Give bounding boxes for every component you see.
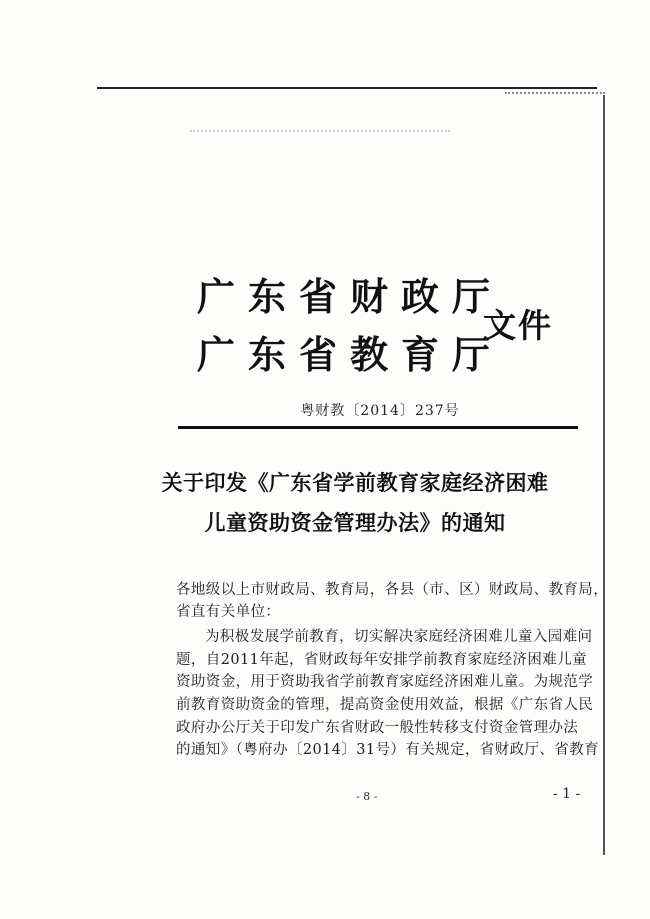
document-number: 粤财教〔2014〕237号	[300, 403, 460, 419]
addressee-line-1: 各地级以上市财政局、教育局，各县（市、区）财政局、教育局，	[176, 582, 609, 598]
scan-faint-dots	[190, 130, 450, 134]
paragraph-line: 为积极发展学前教育，切实解决家庭经济困难儿童入园难问	[205, 629, 593, 645]
issuing-authorities	[197, 268, 504, 384]
scan-top-rule	[97, 87, 597, 89]
issuer-education-department: 广东省教育厅	[197, 333, 504, 377]
header-divider	[178, 426, 578, 429]
scan-right-edge-line	[603, 95, 605, 855]
paragraph-line: 前教育资助资金的管理，提高资金使用效益，根据《广东省人民	[176, 697, 594, 713]
scan-dotted-artifact	[505, 92, 605, 102]
addressee-line-2: 省直有关单位：	[176, 604, 281, 620]
paragraph-line: 题，自2011年起，省财政每年安排学前教育家庭经济困难儿童	[176, 652, 587, 668]
document-type-label: 文件	[483, 306, 553, 345]
page-number-center: - 8 -	[356, 790, 378, 803]
notice-title-line-1: 关于印发《广东省学前教育家庭经济困难	[161, 471, 549, 495]
notice-title-line-2: 儿童资助资金管理办法》的通知	[204, 511, 506, 535]
page-number-right: - 1 -	[553, 786, 581, 802]
issuer-finance-department: 广东省财政厅	[197, 275, 504, 319]
paragraph-line: 的通知》（粤府办〔2014〕31号）有关规定，省财政厅、省教育	[176, 742, 599, 758]
paragraph-line: 资助资金，用于资助我省学前教育家庭经济困难儿童。为规范学	[176, 674, 594, 690]
paragraph-line: 政府办公厅关于印发广东省财政一般性转移支付资金管理办法	[176, 720, 579, 736]
